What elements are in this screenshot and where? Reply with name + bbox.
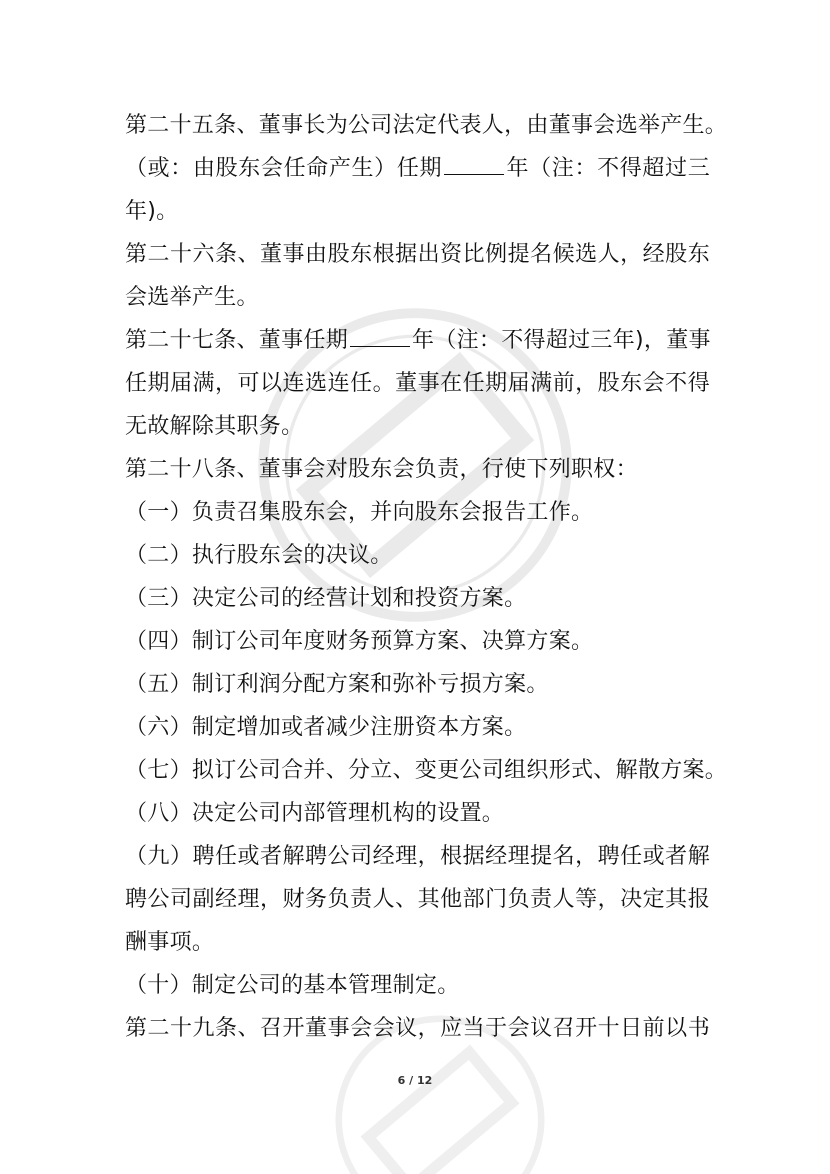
blank-underline — [444, 152, 504, 175]
text-segment: 年（注：不得超过三 — [506, 156, 711, 181]
text-line: 年)。 — [125, 199, 179, 224]
list-item: （九）聘任或者解聘公司经理，根据经理提名，聘任或者解 — [125, 844, 710, 869]
text-line: 酬事项。 — [125, 930, 215, 955]
text-segment: 年（注：不得超过三年)，董事 — [412, 328, 711, 353]
list-item: （五）制订利润分配方案和弥补亏损方案。 — [125, 672, 549, 697]
text-line: 第二十九条、召开董事会会议，应当于会议召开十日前以书 — [125, 1016, 710, 1041]
blank-underline — [350, 324, 410, 347]
text-segment: （或：由股东会任命产生）任期 — [125, 156, 443, 181]
list-item: （一）负责召集股东会，并向股东会报告工作。 — [125, 500, 594, 525]
document-body — [125, 104, 728, 1050]
list-item: （三）决定公司的经营计划和投资方案。 — [125, 586, 527, 611]
text-line: 任期届满，可以连选连任。董事在任期届满前，股东会不得 — [125, 371, 710, 396]
page-number: 6 / 12 — [397, 1074, 433, 1087]
text-line: 会选举产生。 — [125, 285, 259, 310]
text-line: 第二十六条、董事由股东根据出资比例提名候选人，经股东 — [125, 242, 710, 267]
text-line: 聘公司副经理，财务负责人、其他部门负责人等，决定其报 — [125, 887, 710, 912]
text-line: 无故解除其职务。 — [125, 414, 304, 439]
list-item: （四）制订公司年度财务预算方案、决算方案。 — [125, 629, 594, 654]
list-item: （二）执行股东会的决议。 — [125, 543, 393, 568]
list-item: （六）制定增加或者减少注册资本方案。 — [125, 715, 527, 740]
list-item: （十）制定公司的基本管理制定。 — [125, 973, 460, 998]
text-line-with-blank — [125, 319, 710, 362]
text-line: 第二十八条、董事会对股东会负责，行使下列职权： — [125, 457, 638, 482]
text-line: 第二十五条、董事长为公司法定代表人，由董事会选举产生。 — [125, 113, 728, 138]
text-segment: 第二十七条、董事任期 — [125, 328, 349, 353]
list-item: （七）拟订公司合并、分立、变更公司组织形式、解散方案。 — [125, 758, 728, 783]
text-line-with-blank — [125, 147, 710, 190]
list-item: （八）决定公司内部管理机构的设置。 — [125, 801, 505, 826]
